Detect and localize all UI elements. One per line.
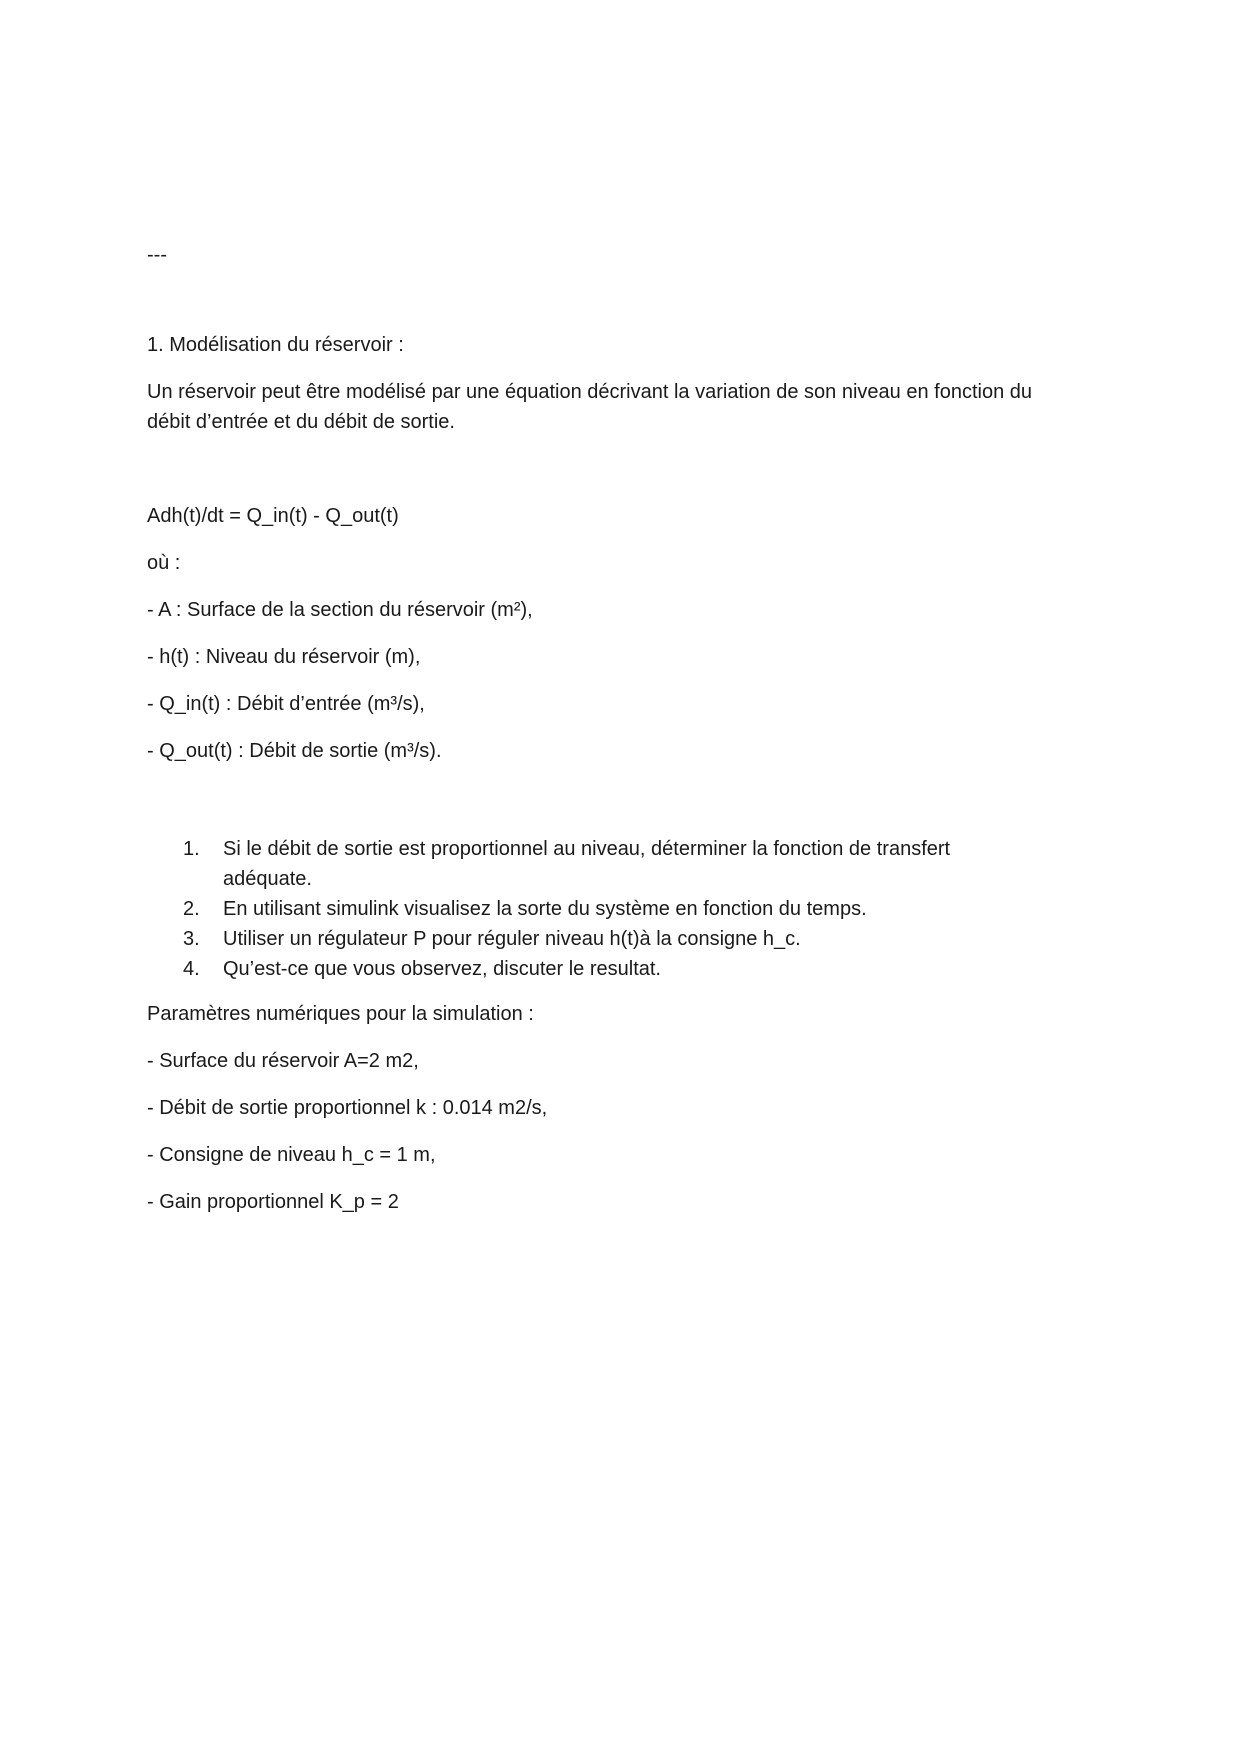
- question-number: 3.: [183, 928, 200, 950]
- intro-paragraph-line-2: débit d’entrée et du débit de sortie.: [147, 411, 455, 433]
- definition-inflow: - Q_in(t) : Débit d’entrée (m³/s),: [147, 693, 425, 715]
- list-item: [147, 834, 1023, 894]
- question-text-line-1: Si le débit de sortie est proportionnel au niveau, déterminer la fonction de transfert: [223, 838, 951, 860]
- intro-paragraph-line-1: Un réservoir peut être modélisé par une équation décrivant la variation de son niveau en fonction du: [147, 381, 1032, 403]
- param-setpoint: - Consigne de niveau h_c = 1 m,: [147, 1144, 436, 1166]
- param-gain: - Gain proportionnel K_p = 2: [147, 1191, 399, 1213]
- question-text-line-2: adéquate.: [223, 868, 312, 890]
- definition-level: - h(t) : Niveau du réservoir (m),: [147, 646, 421, 668]
- question-text: Utiliser un régulateur P pour réguler niveau h(t)à la consigne h_c.: [223, 928, 801, 950]
- equation: Adh(t)/dt = Q_in(t) - Q_out(t): [147, 505, 399, 527]
- param-outflow-coefficient: - Débit de sortie proportionnel k : 0.014 m2/s,: [147, 1097, 548, 1119]
- section-title: 1. Modélisation du réservoir :: [147, 334, 404, 356]
- question-text: En utilisant simulink visualisez la sorte du système en fonction du temps.: [223, 898, 867, 920]
- question-text: Qu’est-ce que vous observez, discuter le resultat.: [223, 958, 661, 980]
- definition-outflow: - Q_out(t) : Débit de sortie (m³/s).: [147, 740, 442, 762]
- list-item: [147, 924, 1023, 954]
- list-item: [147, 894, 1023, 924]
- question-number: 2.: [183, 898, 200, 920]
- question-number: 1.: [183, 838, 200, 860]
- question-number: 4.: [183, 958, 200, 980]
- question-list: [147, 834, 1023, 984]
- param-surface: - Surface du réservoir A=2 m2,: [147, 1050, 419, 1072]
- separator: ---: [147, 244, 167, 266]
- list-item: [147, 954, 1023, 984]
- where-label: où :: [147, 552, 181, 574]
- definition-area: - A : Surface de la section du réservoir (m²),: [147, 599, 533, 621]
- params-title: Paramètres numériques pour la simulation :: [147, 1003, 534, 1025]
